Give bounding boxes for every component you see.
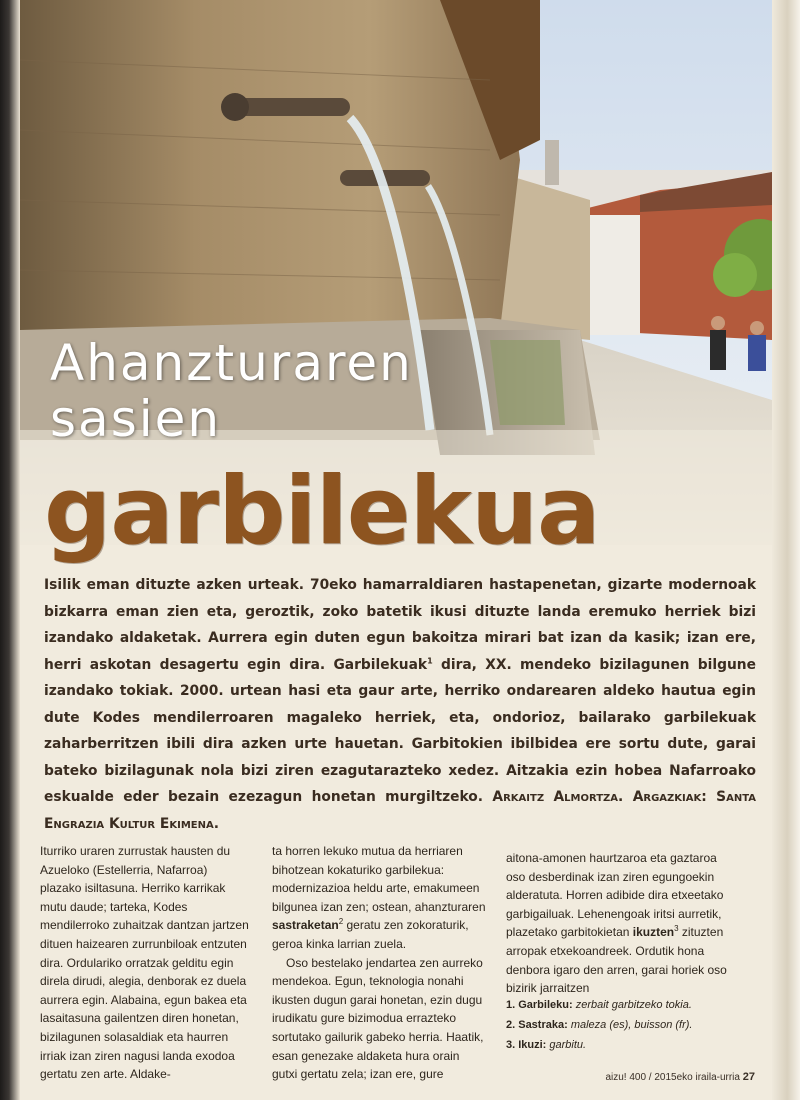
column-2-term-footnote: 2 bbox=[338, 917, 344, 927]
footnote-2-term: 2. Sastraka: bbox=[506, 1019, 568, 1031]
column-2 bbox=[272, 842, 486, 1084]
column-3-text-a: aitona-amonen haurtzaroa eta gaztaroa oso desberdinak izan ziren egungoekin alderatuta. Horren adibide dira etxeetako garbigailuak. Lehenengoak iritsi aurretik, plazetako garbitokietan bbox=[506, 851, 724, 940]
page-number: 27 bbox=[742, 1071, 755, 1083]
column-3-term-footnote: 3 bbox=[674, 924, 679, 934]
lead-author: Arkaitz Almortza. bbox=[492, 789, 624, 805]
column-2-paragraph-1 bbox=[272, 842, 486, 954]
footnote-2-definition: maleza (es), buisson (fr). bbox=[570, 1019, 693, 1031]
page-edge bbox=[772, 0, 800, 1100]
lead-text-1: Isilik eman dituzte azken urteak. 70eko hamarraldiaren hastapenetan, gizarte modernoak bizkarra eman zien eta, geroztik, zoko batetik ikusi dituzte landa eremuko herriek bizi izandako aldaketak. Aurrera egin duten egun bakoitza mirari bat izan da kasik; izan ere, herri askotan desagertu egin dira. bbox=[44, 577, 756, 673]
column-3-term: ikuzten bbox=[632, 925, 675, 940]
footnote-3 bbox=[506, 1035, 736, 1055]
lead-photo-credit: Argazkiak: Santa Engrazia Kultur Ekimena. bbox=[44, 789, 756, 832]
column-3 bbox=[506, 842, 728, 998]
footnote-1-term: 1. Garbileku: bbox=[506, 999, 573, 1011]
column-2-paragraph-2: Oso bestelako jendartea zen aurreko mendekoa. Egun, teknologia nonahi ikusten dugun garai honetan, ezin dugu irudikatu gure bizimodua errazteko sortutako gailurik gabeko herria. Haatik, esan genezake aldaketa hura orain gutxi gertatu zela; izan ere, gure bbox=[272, 955, 484, 1082]
column-2-term: sastraketan bbox=[272, 918, 339, 933]
footnote-1 bbox=[506, 995, 736, 1015]
lead-term-footnote: 1 bbox=[427, 655, 433, 665]
footnote-2 bbox=[506, 1015, 736, 1035]
title-line-2: sasien bbox=[50, 390, 222, 448]
title-main: garbilekua bbox=[44, 457, 600, 566]
footer-magazine: aizu! 400 / 2015eko iraila-urria bbox=[605, 1072, 740, 1083]
page-footer bbox=[555, 1071, 755, 1083]
column-3-paragraph bbox=[506, 849, 728, 998]
footnote-3-definition: garbitu. bbox=[549, 1039, 587, 1051]
column-3-text-b: zituzten arropak etxekoandreek. Ordutik hona denbora igaro den arren, garai horiek oso bizirik jarraitzen bbox=[506, 925, 727, 996]
lead-paragraph bbox=[44, 572, 756, 837]
footnote-1-definition: zerbait garbitzeko tokia. bbox=[575, 999, 692, 1011]
binding-shadow bbox=[0, 0, 20, 1100]
column-2-text-b: geratu zen zokoraturik, geroa kinka larrian zuela. bbox=[272, 918, 469, 951]
footnotes bbox=[506, 995, 736, 1055]
column-2-text-a: ta horren lekuko mutua da herriaren bihotzean kokaturiko garbilekua: modernizazioa heldu arte, emakumeen bilgunea izan zen; ostean, ahanzturaren bbox=[272, 844, 486, 914]
column-1-paragraph: Iturriko uraren zurrustak hausten du Azueloko (Estellerria, Nafarroa) plazako isiltasuna. Herriko karrikak mutu daude; tarteka, Kodes mendilerroko zuhaitzak dantzan jartzen dituen haizearen zurrunbiloak entzuten dira. Ordulariko orratzak gelditu egin direla dirudi, alegia, denborak ez duela aurrera egin. Alabaina, egun bakea eta lasaitasuna gailentzen diren honetan, bizilagunen solasaldiak eta haurren irriak izan ziren nagusi landa exodoa gertatu zen arte. Aldake- bbox=[40, 844, 249, 1082]
footnote-3-term: 3. Ikuzi: bbox=[506, 1039, 547, 1051]
lead-term: Garbilekuak bbox=[333, 656, 428, 673]
lead-text-2: dira, XX. mendeko bizilagunen bilgune izandako tokiak. 2000. urtean hasi eta gaur arte, herriko ondarearen aldeko hautua egin dute Kodes mendilerroaren magaleko herriek, eta, ondorioz, bailarako garbilekuak zaharberritzen ibili dira azken urte hauetan. Garbitokien ibilbidea ere sortu dute, garai bateko bizilagunak nola bizi ziren ezagutarazteko xedez. Aitzakia ezin hobea Nafarroako eskualde eder bezain ezezagun honetan murgiltzeko. bbox=[44, 656, 756, 805]
column-1 bbox=[40, 842, 252, 1084]
title-line-1: Ahanzturaren bbox=[50, 334, 413, 392]
